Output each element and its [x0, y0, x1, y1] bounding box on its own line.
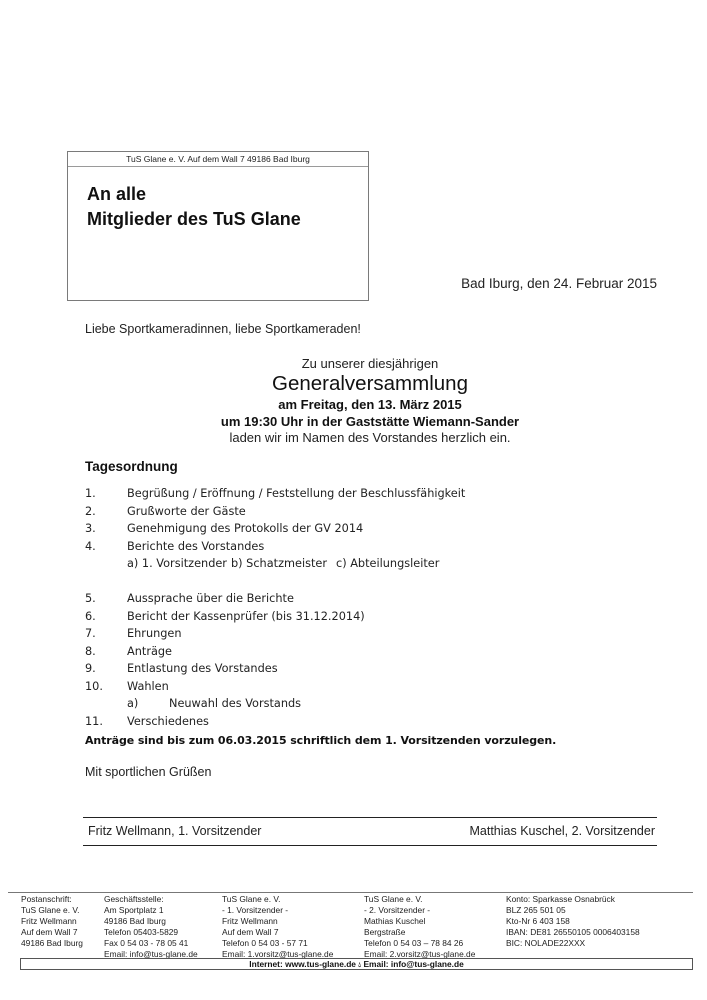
- footer-text: - 2. Vorsitzender -: [364, 905, 431, 916]
- footer-first-chair: [222, 894, 333, 961]
- agenda-item: [85, 625, 645, 643]
- agenda-item-text: Entlastung des Vorstandes: [127, 662, 278, 675]
- footer-text: Am Sportplatz 1: [104, 905, 164, 916]
- letter-date: Bad Iburg, den 24. Februar 2015: [461, 276, 657, 291]
- agenda-item-number: 1.: [85, 487, 96, 500]
- footer-text: Geschäftsstelle:: [104, 894, 164, 904]
- footer-contact-email: Email: info@tus-glane.de: [363, 959, 464, 969]
- invitation-headline: Generalversammlung: [272, 372, 468, 395]
- agenda-item-text: Begrüßung / Eröffnung / Feststellung der Beschlussfähigkeit: [127, 487, 466, 500]
- agenda-item: [85, 678, 645, 696]
- agenda-item-text: Aussprache über die Berichte: [127, 592, 294, 605]
- agenda-subitems: [85, 555, 645, 573]
- sender-return-address: TuS Glane e. V. Auf dem Wall 7 49186 Bad Iburg: [68, 152, 368, 167]
- footer-text: Fax 0 54 03 - 78 05 41: [104, 938, 189, 949]
- agenda-item: [85, 608, 645, 626]
- footer-text: 49186 Bad Iburg: [21, 938, 83, 949]
- footer-text: TuS Glane e. V.: [222, 894, 281, 904]
- footer-text: Fritz Wellmann: [222, 916, 278, 927]
- footer-bank-details: [506, 894, 640, 949]
- invitation-date: am Freitag, den 13. März 2015: [278, 397, 462, 412]
- invitation-time-venue: um 19:30 Uhr in der Gaststätte Wiemann-Sander: [220, 414, 520, 429]
- agenda-subitem: Neuwahl des Vorstands: [169, 697, 302, 710]
- footer-text: BLZ 265 501 05: [506, 905, 566, 916]
- recipient-line-2: Mitglieder des TuS Glane: [87, 209, 301, 229]
- footer-text: Telefon 0 54 03 – 78 84 26: [364, 938, 464, 949]
- signature-top-rule: [83, 817, 657, 818]
- footer-email: Email: 2.vorsitz@tus-glane.de: [364, 949, 476, 960]
- closing-phrase: Mit sportlichen Grüßen: [85, 765, 212, 779]
- agenda-item: [85, 503, 645, 521]
- footer-text: Postanschrift:: [21, 894, 72, 904]
- agenda-item-text: Ehrungen: [127, 627, 182, 640]
- agenda-subitem: a) 1. Vorsitzender: [127, 557, 227, 570]
- agenda-item: [85, 660, 645, 678]
- agenda-subitem-row: [85, 695, 645, 713]
- signature-bottom-rule: [83, 845, 657, 846]
- agenda-item-number: 11.: [85, 714, 103, 728]
- footer-text: TuS Glane e. V.: [364, 894, 423, 904]
- footer-email: Email: 1.vorsitz@tus-glane.de: [222, 949, 334, 960]
- agenda-item-text: Bericht der Kassenprüfer (bis 31.12.2014): [127, 609, 365, 623]
- agenda-item-number: 6.: [85, 609, 96, 623]
- signature-first-chair: Fritz Wellmann, 1. Vorsitzender: [88, 824, 262, 838]
- footer-text: Telefon 05403-5829: [104, 927, 179, 938]
- recipient-line-1: An alle: [87, 184, 147, 204]
- agenda-item: [85, 713, 645, 731]
- signature-second-chair: Matthias Kuschel, 2. Vorsitzender: [469, 824, 655, 838]
- footer-text: Konto: Sparkasse Osnabrück: [506, 894, 615, 904]
- footer-text: Auf dem Wall 7: [21, 927, 78, 938]
- footer-second-chair: [364, 894, 475, 961]
- footer-text: - 1. Vorsitzender -: [222, 905, 289, 916]
- footer-email: Email: info@tus-glane.de: [104, 949, 198, 960]
- footer-text: Fritz Wellmann: [21, 916, 77, 927]
- footer-text: Kto-Nr 6 403 158: [506, 916, 570, 927]
- agenda-subitem-label: a): [127, 697, 139, 710]
- footer-rule: [8, 892, 693, 893]
- agenda-item-number: 5.: [85, 592, 96, 605]
- drop-icon: 💧︎: [358, 962, 362, 969]
- agenda-item: [85, 520, 645, 538]
- agenda-item: [85, 485, 645, 503]
- agenda-item-number: 2.: [85, 504, 96, 518]
- agenda-item-number: 8.: [85, 644, 96, 658]
- agenda-item: [85, 538, 645, 556]
- footer-text: Bergstraße: [364, 927, 406, 938]
- footer-text: Mathias Kuschel: [364, 916, 426, 927]
- agenda-subitem: c) Abteilungsleiter: [336, 557, 440, 570]
- agenda-item-number: 7.: [85, 627, 96, 640]
- footer-text: Telefon 0 54 03 - 57 71: [222, 938, 308, 949]
- agenda-item-text: Grußworte der Gäste: [127, 504, 246, 518]
- footer-text: Auf dem Wall 7: [222, 927, 279, 938]
- agenda-subitem: b) Schatzmeister: [231, 557, 327, 570]
- agenda-item-number: 9.: [85, 662, 96, 675]
- invitation-closing: laden wir im Namen des Vorstandes herzlich ein.: [229, 430, 511, 445]
- agenda-item-number: 4.: [85, 539, 96, 553]
- salutation: Liebe Sportkameradinnen, liebe Sportkameraden!: [85, 322, 361, 336]
- agenda-item: [85, 643, 645, 661]
- agenda-item-text: Genehmigung des Protokolls der GV 2014: [127, 522, 364, 535]
- agenda-item-number: 10.: [85, 679, 103, 693]
- agenda-list: [85, 485, 645, 730]
- agenda-title: Tagesordnung: [85, 459, 178, 474]
- recipient-address: [87, 182, 301, 232]
- agenda-spacer: [85, 573, 645, 591]
- invitation-intro: Zu unserer diesjährigen: [301, 356, 439, 371]
- footer-text: BIC: NOLADE22XXX: [506, 938, 586, 949]
- footer-text: 49186 Bad Iburg: [104, 916, 166, 927]
- agenda-item-text: Verschiedenes: [127, 714, 209, 728]
- agenda-item-text: Berichte des Vorstandes: [127, 539, 265, 553]
- agenda-item-text: Anträge: [127, 644, 173, 658]
- footer-contact-bar: [20, 958, 693, 970]
- address-window: [67, 151, 369, 301]
- footer-text: TuS Glane e. V.: [21, 905, 80, 916]
- footer-office: [104, 894, 198, 961]
- agenda-item-number: 3.: [85, 522, 96, 535]
- agenda-item-text: Wahlen: [127, 679, 169, 693]
- footer-postal-address: [21, 894, 83, 949]
- footer-website: Internet: www.tus-glane.de: [249, 959, 356, 969]
- agenda-item: [85, 590, 645, 608]
- footer-text: IBAN: DE81 26550105 0006403158: [506, 927, 640, 938]
- motions-deadline-note: Anträge sind bis zum 06.03.2015 schriftlich dem 1. Vorsitzenden vorzulegen.: [85, 734, 557, 747]
